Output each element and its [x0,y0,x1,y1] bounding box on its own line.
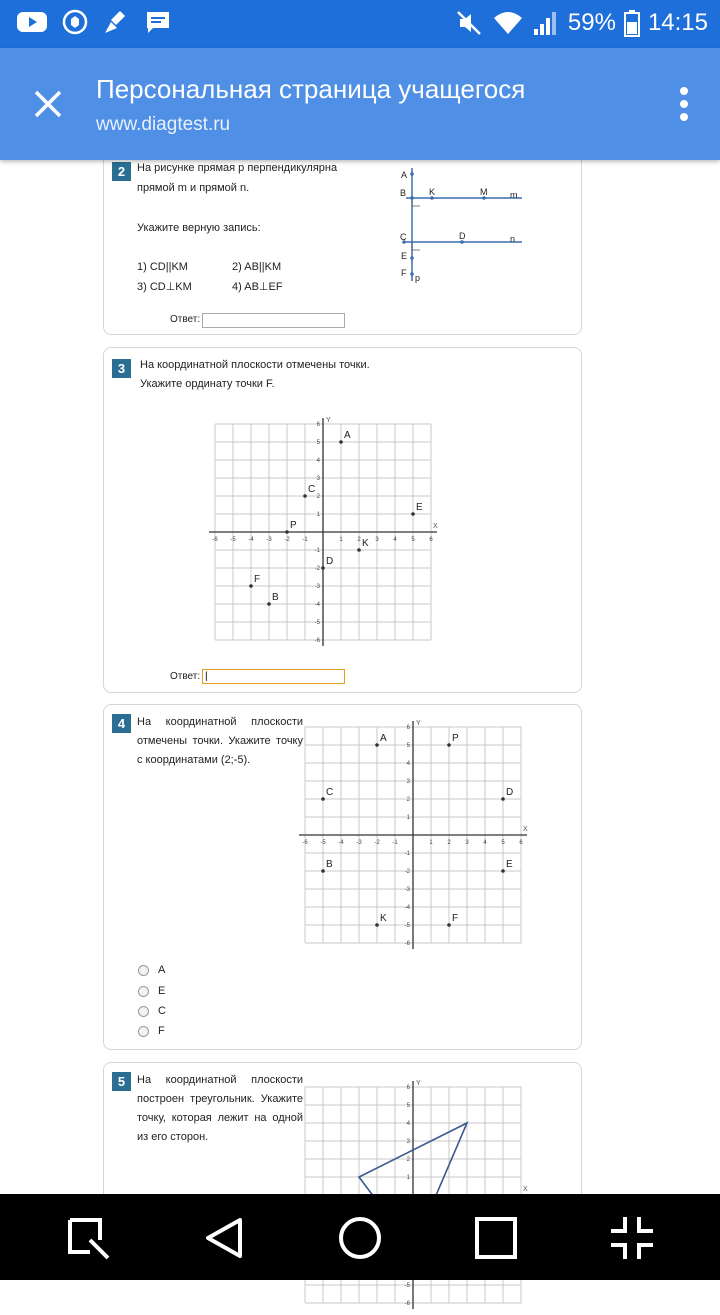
point-label-b: B [326,859,333,870]
radio-option-f[interactable] [138,1025,165,1037]
y-tick-label: -6 [404,941,410,947]
x-tick-label: 2 [357,537,361,543]
radio-label: C [158,1005,166,1017]
question-number: 3 [112,359,131,378]
back-icon[interactable] [200,1214,248,1262]
y-tick-label: -1 [404,851,410,857]
x-axis-label: X [523,1186,528,1193]
question-prompt: Укажите верную запись: [137,222,261,234]
label-b: B [400,188,407,198]
y-tick-label: 5 [316,440,320,446]
battery-icon [624,9,640,37]
point-label-p: P [452,733,459,744]
y-axis-label: Y [416,1080,421,1087]
question-card-4 [103,704,582,1050]
y-tick-label: 2 [406,797,410,803]
point-label-k: K [362,538,369,549]
x-tick-label: 2 [447,840,451,846]
question-text-line2: Укажите ординату точки F. [140,378,275,390]
home-icon[interactable] [336,1214,384,1262]
x-tick-label: 1 [339,537,343,543]
page-content[interactable] [0,160,720,1307]
y-tick-label: 6 [406,1085,410,1091]
y-tick-label: -5 [404,1283,410,1289]
clock: 14:15 [647,9,708,36]
question-text: На координатной плоскости построен треугольник. Укажите точку, которая лежит на одной из его сторон. [137,1074,303,1143]
y-tick-label: -3 [404,887,410,893]
point-label-d: D [506,787,514,798]
point-label-e: E [506,859,513,870]
y-tick-label: 1 [406,1175,410,1181]
recents-icon[interactable] [472,1214,520,1262]
battery-percent: 59% [567,9,616,36]
point-e [411,512,415,516]
point-label-d: D [326,556,334,567]
y-tick-label: 3 [406,779,410,785]
y-tick-label: 6 [316,422,320,428]
cleaner-icon [102,8,130,36]
radio-option-c[interactable] [138,1005,166,1017]
y-tick-label: 4 [406,1121,410,1127]
y-tick-label: -4 [404,905,410,911]
point-label-a: A [380,733,387,744]
y-axis-label: Y [416,720,421,727]
x-tick-label: -5 [230,537,236,543]
question-text-line1: На координатной плоскости отмечены точки. [140,359,370,371]
y-tick-label: 5 [406,1103,410,1109]
point-label-f: F [452,913,459,924]
point-c [303,494,307,498]
label-m: M [480,187,488,197]
shield-icon [62,8,88,36]
x-tick-label: 4 [483,840,487,846]
y-tick-label: 5 [406,743,410,749]
message-icon [144,9,172,35]
question-number: 5 [112,1072,131,1091]
point-a [375,743,379,747]
point-label-p: P [290,520,297,531]
close-icon[interactable] [28,84,68,124]
x-tick-label: 3 [375,537,379,543]
radio-button[interactable] [138,1026,149,1037]
navigation-bar [0,1194,720,1280]
radio-label: A [158,964,166,976]
x-tick-label: -1 [302,537,308,543]
answer-label: Ответ: [170,314,201,325]
x-tick-label: -4 [248,537,254,543]
label-e: E [401,251,408,261]
option-1: 1) CD||KM [137,261,188,273]
y-tick-label: 2 [406,1157,410,1163]
point-label-e: E [416,502,423,513]
point-d [501,797,505,801]
y-tick-label: 1 [406,815,410,821]
radio-button[interactable] [138,965,149,976]
x-tick-label: 6 [429,537,433,543]
point-label-f: F [254,574,261,585]
radio-option-a[interactable] [138,964,165,976]
label-line-n: n [510,234,516,244]
wifi-icon [492,9,524,37]
question-number: 2 [112,162,131,181]
option-4: 4) AB⊥EF [232,281,283,293]
label-a: A [401,170,408,180]
more-vert-icon[interactable] [678,86,690,122]
y-tick-label: 6 [406,725,410,731]
radio-button[interactable] [138,1006,149,1017]
radio-option-e[interactable] [138,985,165,997]
answer-label: Ответ: [170,671,201,682]
signal-icon [532,9,560,37]
label-line-p: p [415,273,421,283]
point-p [447,743,451,747]
page-title: Персональная страница учащегося [96,74,526,104]
y-tick-label: 4 [316,458,320,464]
point-b [267,602,271,606]
x-tick-label: -5 [320,840,326,846]
point-e [410,256,414,260]
y-tick-label: 2 [316,494,320,500]
y-tick-label: -2 [314,566,320,572]
point-c [321,797,325,801]
screenshot-icon[interactable] [64,1214,112,1262]
y-tick-label: -2 [404,869,410,875]
label-k: K [429,187,436,197]
question-text-line2: прямой m и прямой n. [137,182,250,194]
x-tick-label: -6 [212,537,218,543]
point-b [321,869,325,873]
x-tick-label: 1 [429,840,433,846]
label-c: C [400,232,407,242]
question-number: 4 [112,714,131,733]
point-p [285,530,289,534]
point-label-c: C [308,484,316,495]
point-e [501,869,505,873]
y-tick-label: 4 [406,761,410,767]
youtube-icon [16,10,48,34]
x-tick-label: 5 [411,537,415,543]
status-bar [0,0,720,48]
y-tick-label: -4 [314,602,320,608]
point-b [410,196,414,200]
x-tick-label: -6 [302,840,308,846]
coordinate-plane-q4 [300,715,540,955]
point-label-c: C [326,787,334,798]
y-tick-label: -6 [404,1301,410,1307]
x-axis-label: X [523,826,528,833]
y-tick-label: -5 [404,923,410,929]
page-url: www.diagtest.ru [96,114,231,135]
y-tick-label: 1 [316,512,320,518]
point-label-b: B [272,592,279,603]
question-card-3 [103,347,582,693]
point-f [447,923,451,927]
x-tick-label: 4 [393,537,397,543]
x-tick-label: -1 [392,840,398,846]
point-f [249,584,253,588]
x-tick-label: 6 [519,840,523,846]
point-label-k: K [380,913,387,924]
question-card-2 [103,150,582,335]
point-f [410,272,414,276]
answer-input-q2[interactable] [202,313,345,328]
y-tick-label: 3 [316,476,320,482]
point-k [357,548,361,552]
x-tick-label: 5 [501,840,505,846]
x-tick-label: -3 [356,840,362,846]
radio-button[interactable] [138,986,149,997]
mute-icon [454,8,484,38]
y-tick-label: -6 [314,638,320,644]
x-tick-label: -2 [374,840,380,846]
x-tick-label: -2 [284,537,290,543]
radio-label: F [158,1025,165,1037]
coordinate-plane-q3 [210,412,450,652]
x-tick-label: -3 [266,537,272,543]
collapse-icon[interactable] [608,1214,656,1262]
point-label-a: A [344,430,351,441]
point-d [321,566,325,570]
x-axis-label: X [433,523,438,530]
option-2: 2) AB||KM [232,261,282,273]
point-k [375,923,379,927]
question-text-line1: На рисунке прямая p перпендикулярна [137,162,338,174]
x-tick-label: 3 [465,840,469,846]
label-line-m: m [510,190,518,200]
y-tick-label: -3 [314,584,320,590]
answer-input-q3[interactable] [202,669,345,684]
perpendicular-lines-figure [392,156,532,286]
x-tick-label: -4 [338,840,344,846]
y-axis-label: Y [326,417,331,424]
app-bar [0,48,720,160]
y-tick-label: -5 [314,620,320,626]
point-a [339,440,343,444]
point-a [410,172,414,176]
label-f: F [401,268,407,278]
y-tick-label: 3 [406,1139,410,1145]
question-text: На координатной плоскости отмечены точки. Укажите точку с координатами (2;-5). [137,716,303,766]
label-d: D [459,231,466,241]
option-3: 3) CD⊥KM [137,281,192,293]
y-tick-label: -1 [314,548,320,554]
radio-label: E [158,985,166,997]
